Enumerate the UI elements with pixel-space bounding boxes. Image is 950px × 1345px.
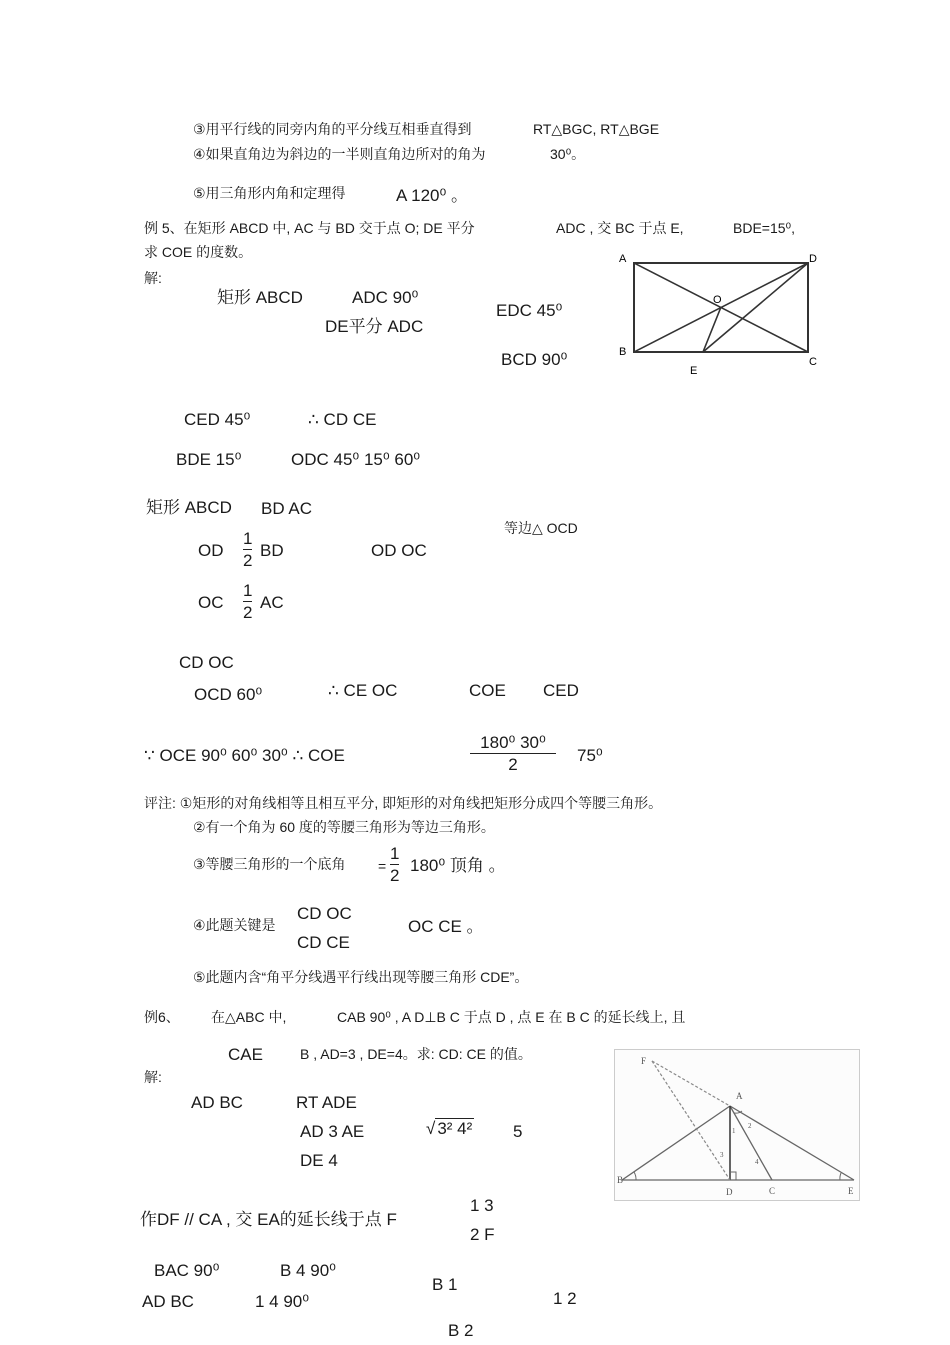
math: 等边△ OCD — [504, 520, 578, 536]
math: 5 — [513, 1122, 523, 1141]
math: AD 3 AE — [300, 1122, 365, 1141]
math: COE — [469, 681, 506, 700]
text-line: ③用平行线的同旁内角的平分线互相垂直得到 — [193, 121, 472, 137]
math: ∵ OCE 90⁰ 60⁰ 30⁰ ∴ COE — [144, 746, 345, 765]
math: 2 F — [470, 1225, 495, 1244]
comment-line: ④此题关键是 — [193, 917, 276, 933]
math: B 2 — [448, 1321, 474, 1340]
text-line: A 120⁰ 。 — [396, 186, 469, 205]
math: ADC 90⁰ — [352, 288, 419, 307]
math: BDE 15⁰ — [176, 450, 242, 469]
math: 1 4 90⁰ — [255, 1292, 310, 1311]
math: OC — [198, 593, 224, 612]
math: DE 4 — [300, 1151, 338, 1170]
angle-label: 4 — [755, 1158, 759, 1166]
text-line: BDE=15⁰, — [733, 220, 796, 236]
comment-line: ⑤此题内含“角平分线遇平行线出现等腰三角形 CDE”。 — [193, 969, 529, 985]
math: ∴ CD CE — [308, 410, 377, 429]
math: 180⁰ 顶角 。 — [410, 856, 506, 875]
solution-label: 解: — [144, 270, 162, 286]
math: BD AC — [261, 499, 313, 518]
text-line: ADC , 交 BC 于点 E, — [556, 220, 684, 236]
math: 1 3 — [470, 1196, 494, 1215]
math: ∴ CE OC — [328, 681, 398, 700]
math: BCD 90⁰ — [501, 350, 568, 369]
math: B 4 90⁰ — [280, 1261, 336, 1280]
fraction: 180⁰ 30⁰ 2 — [470, 734, 556, 773]
point-label: D — [726, 1187, 733, 1197]
math: = — [378, 858, 387, 874]
example-5-title: 例 5、在矩形 ABCD 中, AC 与 BD 交于点 O; DE 平分 — [144, 220, 475, 236]
math: DE平分 ADC — [325, 317, 424, 336]
text-line: B , AD=3 , DE=4。求: CD: CE 的值。 — [300, 1046, 532, 1062]
text-line: CAB 90⁰ , A D⊥B C 于点 D , 点 E 在 B C 的延长线上, 且 — [337, 1009, 686, 1025]
fraction: 1 2 — [243, 529, 253, 570]
math: ODC 45⁰ 15⁰ 60⁰ — [291, 450, 421, 469]
text-line: 30⁰。 — [550, 146, 586, 162]
math: BD — [260, 541, 284, 560]
math: 75⁰ — [577, 746, 603, 765]
point-label: B — [619, 346, 627, 358]
fraction: 1 2 — [390, 844, 400, 885]
comment-line: ②有一个角为 60 度的等腰三角形为等边三角形。 — [193, 819, 495, 835]
point-label: B — [617, 1175, 624, 1185]
angle-label: 3 — [720, 1151, 724, 1159]
math: 矩形 ABCD — [146, 498, 232, 517]
math: 1 2 — [553, 1289, 577, 1308]
math: CED — [543, 681, 579, 700]
point-label: F — [641, 1056, 647, 1066]
comment-line: 评注: ①矩形的对角线相等且相互平分, 即矩形的对角线把矩形分成四个等腰三角形。 — [144, 795, 663, 811]
point-label: A — [619, 253, 627, 265]
math: CD OC — [297, 904, 352, 923]
point-label: E — [690, 365, 698, 377]
math: OD OC — [371, 541, 427, 560]
fraction: 1 2 — [243, 581, 253, 622]
point-label: D — [809, 253, 817, 265]
angle-label: 2 — [748, 1122, 752, 1130]
point-label: C — [809, 356, 817, 368]
point-label: A — [736, 1091, 743, 1101]
math: 矩形 ABCD — [217, 288, 303, 307]
math: OC CE 。 — [408, 917, 484, 936]
math: RT ADE — [296, 1093, 357, 1112]
math: OD — [198, 541, 224, 560]
triangle-figure — [614, 1049, 861, 1202]
math: EDC 45⁰ — [496, 301, 563, 320]
math: CD OC — [179, 653, 234, 672]
solution-label: 解: — [144, 1069, 162, 1085]
math: 作DF // CA , 交 EA的延长线于点 F — [140, 1210, 397, 1229]
math: AC — [260, 593, 284, 612]
math: OCD 60⁰ — [194, 685, 263, 704]
text-line: ⑤用三角形内角和定理得 — [193, 185, 346, 201]
sqrt: √ 3² 4² — [426, 1119, 473, 1138]
math: AD BC — [191, 1093, 243, 1112]
math: CED 45⁰ — [184, 410, 251, 429]
math: CAE — [228, 1045, 263, 1064]
math: BAC 90⁰ — [154, 1261, 220, 1280]
angle-label: 1 — [732, 1127, 736, 1135]
text-line: RT△BGC, RT△BGE — [533, 121, 660, 137]
text-line: 求 COE 的度数。 — [144, 244, 253, 260]
math: CD CE — [297, 933, 350, 952]
point-label: C — [769, 1186, 776, 1196]
comment-line: ③等腰三角形的一个底角 — [193, 856, 346, 872]
math: AD BC — [142, 1292, 194, 1311]
example-6-title: 例6、 — [144, 1009, 180, 1025]
point-label: E — [848, 1186, 854, 1196]
math: B 1 — [432, 1275, 458, 1294]
point-label: O — [713, 294, 722, 306]
text-line: 在△ABC 中, — [211, 1009, 287, 1025]
rectangle-figure — [610, 248, 830, 378]
text-line: ④如果直角边为斜边的一半则直角边所对的角为 — [193, 146, 486, 162]
